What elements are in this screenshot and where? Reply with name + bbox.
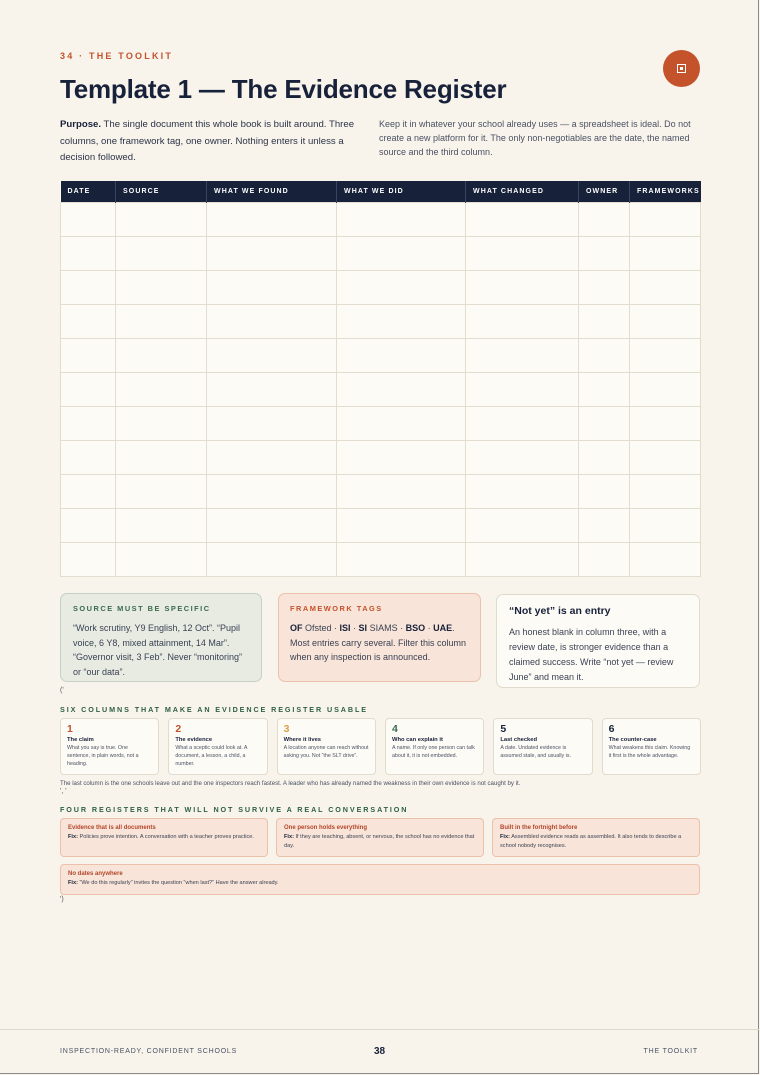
six-columns-cards xyxy=(60,718,701,775)
table-cell[interactable] xyxy=(630,237,701,271)
table-header-row xyxy=(61,181,701,203)
column-header-date: DATE xyxy=(61,181,116,203)
table-cell[interactable] xyxy=(116,543,207,577)
table-cell[interactable] xyxy=(207,373,337,407)
table-row xyxy=(61,373,701,407)
column-header-owner: OWNER xyxy=(579,181,630,203)
table-cell[interactable] xyxy=(337,237,466,271)
table-cell[interactable] xyxy=(61,203,116,237)
table-cell[interactable] xyxy=(466,475,579,509)
tag-code: BSO xyxy=(405,623,426,633)
evidence-register-table xyxy=(60,181,701,577)
table-row xyxy=(61,475,701,509)
table-cell[interactable] xyxy=(579,339,630,373)
tag-code: OF xyxy=(290,623,303,633)
table-cell[interactable] xyxy=(579,203,630,237)
table-cell[interactable] xyxy=(630,475,701,509)
stray-mark: (' xyxy=(60,687,64,694)
table-cell[interactable] xyxy=(466,305,579,339)
stray-mark: ') xyxy=(60,896,64,903)
table-cell[interactable] xyxy=(207,407,337,441)
table-cell[interactable] xyxy=(61,475,116,509)
table-row xyxy=(61,203,701,237)
card-description: What a sceptic could look at. A document, a lesson, a child, a number. xyxy=(175,745,248,768)
table-cell[interactable] xyxy=(337,407,466,441)
table-cell[interactable] xyxy=(116,203,207,237)
table-cell[interactable] xyxy=(466,237,579,271)
source-note-body: “Work scrutiny, Y9 English, 12 Oct”. “Pupil voice, 6 Y8, mixed attainment, 14 Mar”. “Governor visit, 3 Feb”. Never “monitoring” or “our data”. xyxy=(73,623,243,677)
table-cell[interactable] xyxy=(579,237,630,271)
fix-label: Fix: xyxy=(68,834,78,840)
table-cell[interactable] xyxy=(61,543,116,577)
footer-section: THE TOOLKIT xyxy=(643,1048,698,1055)
tag-name: SIAMS xyxy=(369,623,398,633)
table-cell[interactable] xyxy=(630,305,701,339)
table-cell[interactable] xyxy=(630,339,701,373)
table-cell[interactable] xyxy=(337,373,466,407)
column-header-frameworks: FRAMEWORKS xyxy=(630,181,701,203)
card-label: The evidence xyxy=(175,737,213,743)
tag-code: ISI xyxy=(339,623,351,633)
table-row xyxy=(61,543,701,577)
column-header-did: WHAT WE DID xyxy=(337,181,466,203)
source-note-heading: SOURCE MUST BE SPECIFIC xyxy=(73,604,211,613)
table-cell[interactable] xyxy=(61,339,116,373)
section-kicker: 34 · THE TOOLKIT xyxy=(60,51,174,61)
not-yet-note xyxy=(496,594,700,688)
column-card xyxy=(168,718,267,775)
table-cell[interactable] xyxy=(579,305,630,339)
table-cell[interactable] xyxy=(337,441,466,475)
fix-label: Fix: xyxy=(500,834,510,840)
register-icon xyxy=(663,50,700,87)
card-description: A location anyone can reach without asking you. Not “the SLT drive”. xyxy=(283,745,369,760)
failing-register-fix xyxy=(68,879,692,888)
table-cell[interactable] xyxy=(466,271,579,305)
table-cell[interactable] xyxy=(466,543,579,577)
table-row xyxy=(61,407,701,441)
failing-register-card xyxy=(492,818,700,857)
framework-tags-body: OF Ofsted · ISI · SI SIAMS · BSO · UAE. Most entries carry several. Filter this column when any inspection is announced. xyxy=(290,623,467,662)
table-cell[interactable] xyxy=(579,441,630,475)
table-row xyxy=(61,305,701,339)
table-cell[interactable] xyxy=(207,441,337,475)
table-cell[interactable] xyxy=(61,271,116,305)
framework-tags-heading: FRAMEWORK TAGS xyxy=(290,604,383,613)
table-cell[interactable] xyxy=(630,373,701,407)
table-cell[interactable] xyxy=(579,543,630,577)
failing-register-fix xyxy=(500,833,692,850)
table-cell[interactable] xyxy=(337,339,466,373)
table-cell[interactable] xyxy=(207,475,337,509)
page-number: 38 xyxy=(373,1046,386,1057)
page-title: Template 1 — The Evidence Register xyxy=(60,74,507,104)
tag-name: Ofsted xyxy=(305,623,332,633)
table-cell[interactable] xyxy=(116,475,207,509)
table-cell[interactable] xyxy=(337,203,466,237)
table-cell[interactable] xyxy=(337,543,466,577)
table-cell[interactable] xyxy=(61,305,116,339)
table-cell[interactable] xyxy=(630,407,701,441)
table-cell[interactable] xyxy=(579,475,630,509)
table-row xyxy=(61,339,701,373)
framework-tags-note xyxy=(278,593,481,682)
table-cell[interactable] xyxy=(61,509,116,543)
purpose-text: The single document this whole book is built around. Three columns, one framework tag, one owner. Nothing enters it unless a decision followed. xyxy=(60,119,355,163)
failing-register-title: No dates anywhere xyxy=(68,871,123,877)
footer-divider xyxy=(0,1029,759,1030)
fix-text: Assembled evidence reads as assembled. It also tends to describe a school nobody recognises. xyxy=(500,834,682,849)
table-cell[interactable] xyxy=(466,339,579,373)
footer-book-title: INSPECTION-READY, CONFIDENT SCHOOLS xyxy=(60,1048,238,1055)
tag-code: UAE xyxy=(433,623,453,633)
column-card xyxy=(60,718,159,775)
card-number: 5 xyxy=(500,723,507,735)
table-cell[interactable] xyxy=(116,237,207,271)
table-cell[interactable] xyxy=(337,509,466,543)
card-label: Who can explain it xyxy=(391,737,443,743)
table-cell[interactable] xyxy=(630,271,701,305)
card-number: 2 xyxy=(175,723,182,735)
card-label: The claim xyxy=(67,737,94,743)
table-row xyxy=(61,271,701,305)
six-columns-footnote: The last column is the one schools leave out and the one inspectors reach fastest. A leader who has already named the weakness in their own evidence is not caught by it. xyxy=(60,780,521,787)
column-card xyxy=(602,718,701,775)
column-header-changed: WHAT CHANGED xyxy=(466,181,579,203)
table-cell[interactable] xyxy=(630,203,701,237)
tag-code: SI xyxy=(358,623,368,633)
table-cell[interactable] xyxy=(466,441,579,475)
card-label: Last checked xyxy=(500,737,538,743)
table-cell[interactable] xyxy=(207,305,337,339)
table-cell[interactable] xyxy=(116,509,207,543)
fix-text: Policies prove intention. A conversation with a teacher proves practice. xyxy=(77,834,254,840)
card-number: 3 xyxy=(283,723,290,735)
failing-register-title: One person holds everything xyxy=(284,825,368,831)
table-cell[interactable] xyxy=(630,543,701,577)
table-cell[interactable] xyxy=(337,271,466,305)
failing-register-fix xyxy=(284,833,476,850)
four-registers-heading: FOUR REGISTERS THAT WILL NOT SURVIVE A REAL CONVERSATION xyxy=(60,805,409,814)
table-cell[interactable] xyxy=(579,407,630,441)
table-row xyxy=(61,509,701,543)
stray-mark: ', ' xyxy=(60,788,67,795)
card-number: 1 xyxy=(67,723,73,735)
purpose-label: Purpose. xyxy=(60,119,102,130)
not-yet-heading: “Not yet” is an entry xyxy=(509,605,611,617)
failing-register-card xyxy=(276,818,484,857)
table-cell[interactable] xyxy=(116,305,207,339)
table-cell[interactable] xyxy=(116,441,207,475)
fix-text: “We do this regularly” invites the question “when last?” Have the answer already. xyxy=(77,880,279,886)
table-cell[interactable] xyxy=(337,475,466,509)
card-number: 6 xyxy=(608,723,615,735)
table-cell[interactable] xyxy=(337,305,466,339)
table-cell[interactable] xyxy=(630,441,701,475)
table-cell[interactable] xyxy=(207,543,337,577)
table-cell[interactable] xyxy=(61,237,116,271)
card-description: A date. Undated evidence is assumed stale, and usually is. xyxy=(500,745,571,760)
card-description: What weakens this claim. Knowing it first is the whole advantage. xyxy=(608,745,691,760)
failing-register-card xyxy=(60,864,700,895)
card-description: What you say is true. One sentence, in plain words, not a heading. xyxy=(67,745,139,768)
table-cell[interactable] xyxy=(61,441,116,475)
column-card xyxy=(493,718,592,775)
failing-register-card xyxy=(60,818,268,857)
table-row xyxy=(61,441,701,475)
table-cell[interactable] xyxy=(630,509,701,543)
table-cell[interactable] xyxy=(61,407,116,441)
table-cell[interactable] xyxy=(207,203,337,237)
table-cell[interactable] xyxy=(116,407,207,441)
fix-text: If they are teaching, absent, or nervous, the school has no evidence that day. xyxy=(284,834,475,849)
table-cell[interactable] xyxy=(579,373,630,407)
card-label: The counter-case xyxy=(608,737,657,743)
table-cell[interactable] xyxy=(466,203,579,237)
failing-register-fix xyxy=(68,833,260,842)
table-cell[interactable] xyxy=(466,509,579,543)
table-cell[interactable] xyxy=(207,237,337,271)
fix-label: Fix: xyxy=(68,880,78,886)
table-cell[interactable] xyxy=(579,271,630,305)
column-header-found: WHAT WE FOUND xyxy=(207,181,337,203)
not-yet-body: An honest blank in column three, with a review date, is stronger evidence than a claimed success. Write “not yet — review June” and mean it. xyxy=(509,627,674,682)
card-description: A name. If only one person can talk about it, it is not embedded. xyxy=(391,745,475,760)
failing-register-title: Built in the fortnight before xyxy=(500,825,578,831)
table-cell[interactable] xyxy=(579,509,630,543)
fix-label: Fix: xyxy=(284,834,294,840)
table-cell[interactable] xyxy=(61,373,116,407)
card-number: 4 xyxy=(391,723,398,735)
intro-guidance: Keep it in whatever your school already uses — a spreadsheet is ideal. Do not create a new platform for it. The only non-negotiables are the date, the named source and the third column. xyxy=(379,119,691,158)
table-cell[interactable] xyxy=(207,509,337,543)
intro-purpose xyxy=(60,117,365,167)
framework-tags-text: Most entries carry several. Filter this column when any inspection is announced. xyxy=(290,637,467,662)
table-cell[interactable] xyxy=(116,339,207,373)
table-cell[interactable] xyxy=(466,373,579,407)
column-card xyxy=(277,718,376,775)
card-label: Where it lives xyxy=(283,737,322,743)
table-row xyxy=(61,237,701,271)
column-header-source: SOURCE xyxy=(116,181,207,203)
source-note xyxy=(60,593,262,682)
table-cell[interactable] xyxy=(207,339,337,373)
failing-register-title: Evidence that is all documents xyxy=(68,825,156,831)
table-cell[interactable] xyxy=(466,407,579,441)
table-cell[interactable] xyxy=(116,373,207,407)
table-cell[interactable] xyxy=(207,271,337,305)
column-card xyxy=(385,718,484,775)
table-cell[interactable] xyxy=(116,271,207,305)
six-columns-heading: SIX COLUMNS THAT MAKE AN EVIDENCE REGISTER USABLE xyxy=(60,705,368,714)
